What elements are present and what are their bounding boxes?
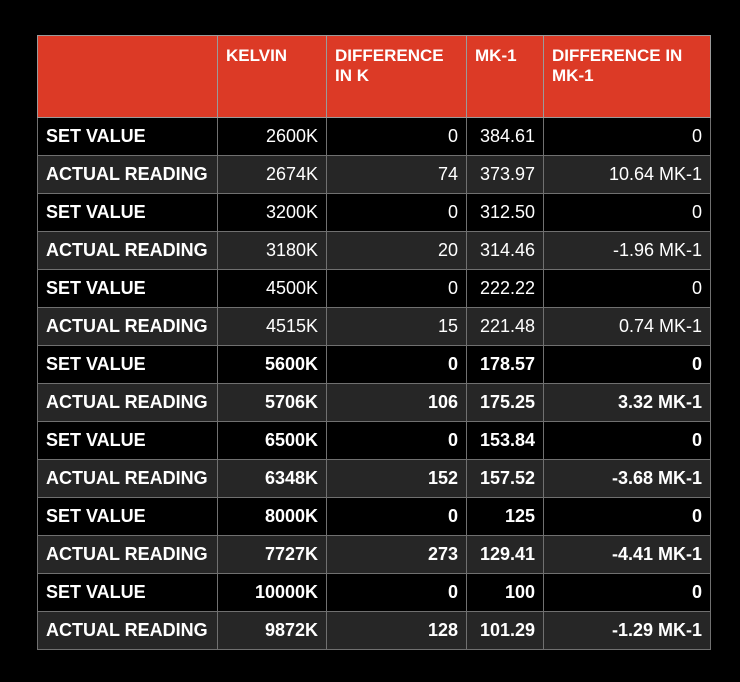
difference-mk1-cell: 0.74 MK-1 — [544, 308, 711, 346]
kelvin-cell: 8000K — [218, 498, 327, 536]
row-label: ACTUAL READING — [38, 612, 218, 650]
table-container — [37, 35, 710, 650]
table-row — [38, 194, 711, 232]
kelvin-cell: 5600K — [218, 346, 327, 384]
mk1-cell: 125 — [467, 498, 544, 536]
difference-k-cell: 273 — [327, 536, 467, 574]
header-mk1: MK-1 — [467, 36, 544, 118]
mk1-cell: 153.84 — [467, 422, 544, 460]
kelvin-cell: 6348K — [218, 460, 327, 498]
mk1-cell: 129.41 — [467, 536, 544, 574]
row-label: SET VALUE — [38, 194, 218, 232]
table-row — [38, 118, 711, 156]
difference-mk1-cell: -1.29 MK-1 — [544, 612, 711, 650]
mk1-cell: 157.52 — [467, 460, 544, 498]
table-row — [38, 232, 711, 270]
row-label: ACTUAL READING — [38, 460, 218, 498]
table-row — [38, 498, 711, 536]
table-body — [38, 118, 711, 650]
difference-mk1-cell: -3.68 MK-1 — [544, 460, 711, 498]
color-temperature-table — [37, 35, 711, 650]
difference-mk1-cell: 0 — [544, 194, 711, 232]
table-row — [38, 536, 711, 574]
header-difference-k: DIFFERENCE IN K — [327, 36, 467, 118]
header-empty — [38, 36, 218, 118]
difference-mk1-cell: -4.41 MK-1 — [544, 536, 711, 574]
mk1-cell: 312.50 — [467, 194, 544, 232]
difference-mk1-cell: 10.64 MK-1 — [544, 156, 711, 194]
table-row — [38, 270, 711, 308]
difference-k-cell: 15 — [327, 308, 467, 346]
mk1-cell: 222.22 — [467, 270, 544, 308]
header-kelvin: KELVIN — [218, 36, 327, 118]
row-label: ACTUAL READING — [38, 156, 218, 194]
mk1-cell: 384.61 — [467, 118, 544, 156]
difference-k-cell: 0 — [327, 118, 467, 156]
row-label: ACTUAL READING — [38, 308, 218, 346]
difference-mk1-cell: 0 — [544, 498, 711, 536]
mk1-cell: 373.97 — [467, 156, 544, 194]
difference-mk1-cell: 0 — [544, 574, 711, 612]
difference-mk1-cell: 0 — [544, 346, 711, 384]
row-label: ACTUAL READING — [38, 536, 218, 574]
kelvin-cell: 9872K — [218, 612, 327, 650]
kelvin-cell: 10000K — [218, 574, 327, 612]
mk1-cell: 178.57 — [467, 346, 544, 384]
kelvin-cell: 2674K — [218, 156, 327, 194]
row-label: ACTUAL READING — [38, 384, 218, 422]
difference-k-cell: 0 — [327, 574, 467, 612]
mk1-cell: 314.46 — [467, 232, 544, 270]
kelvin-cell: 5706K — [218, 384, 327, 422]
kelvin-cell: 3200K — [218, 194, 327, 232]
row-label: SET VALUE — [38, 118, 218, 156]
row-label: SET VALUE — [38, 422, 218, 460]
row-label: SET VALUE — [38, 498, 218, 536]
difference-mk1-cell: 3.32 MK-1 — [544, 384, 711, 422]
header-difference-mk1: DIFFERENCE IN MK-1 — [544, 36, 711, 118]
difference-k-cell: 74 — [327, 156, 467, 194]
table-row — [38, 384, 711, 422]
kelvin-cell: 3180K — [218, 232, 327, 270]
row-label: SET VALUE — [38, 270, 218, 308]
table-row — [38, 308, 711, 346]
header-row — [38, 36, 711, 118]
difference-mk1-cell: 0 — [544, 118, 711, 156]
mk1-cell: 101.29 — [467, 612, 544, 650]
mk1-cell: 221.48 — [467, 308, 544, 346]
difference-k-cell: 0 — [327, 194, 467, 232]
row-label: SET VALUE — [38, 346, 218, 384]
difference-k-cell: 152 — [327, 460, 467, 498]
difference-k-cell: 0 — [327, 270, 467, 308]
table-row — [38, 422, 711, 460]
kelvin-cell: 6500K — [218, 422, 327, 460]
kelvin-cell: 4500K — [218, 270, 327, 308]
difference-k-cell: 20 — [327, 232, 467, 270]
kelvin-cell: 7727K — [218, 536, 327, 574]
row-label: ACTUAL READING — [38, 232, 218, 270]
table-row — [38, 346, 711, 384]
difference-mk1-cell: -1.96 MK-1 — [544, 232, 711, 270]
mk1-cell: 175.25 — [467, 384, 544, 422]
difference-k-cell: 106 — [327, 384, 467, 422]
mk1-cell: 100 — [467, 574, 544, 612]
difference-mk1-cell: 0 — [544, 270, 711, 308]
difference-k-cell: 0 — [327, 346, 467, 384]
difference-mk1-cell: 0 — [544, 422, 711, 460]
table-row — [38, 156, 711, 194]
row-label: SET VALUE — [38, 574, 218, 612]
kelvin-cell: 2600K — [218, 118, 327, 156]
difference-k-cell: 0 — [327, 422, 467, 460]
difference-k-cell: 128 — [327, 612, 467, 650]
table-row — [38, 574, 711, 612]
table-row — [38, 612, 711, 650]
table-row — [38, 460, 711, 498]
kelvin-cell: 4515K — [218, 308, 327, 346]
difference-k-cell: 0 — [327, 498, 467, 536]
